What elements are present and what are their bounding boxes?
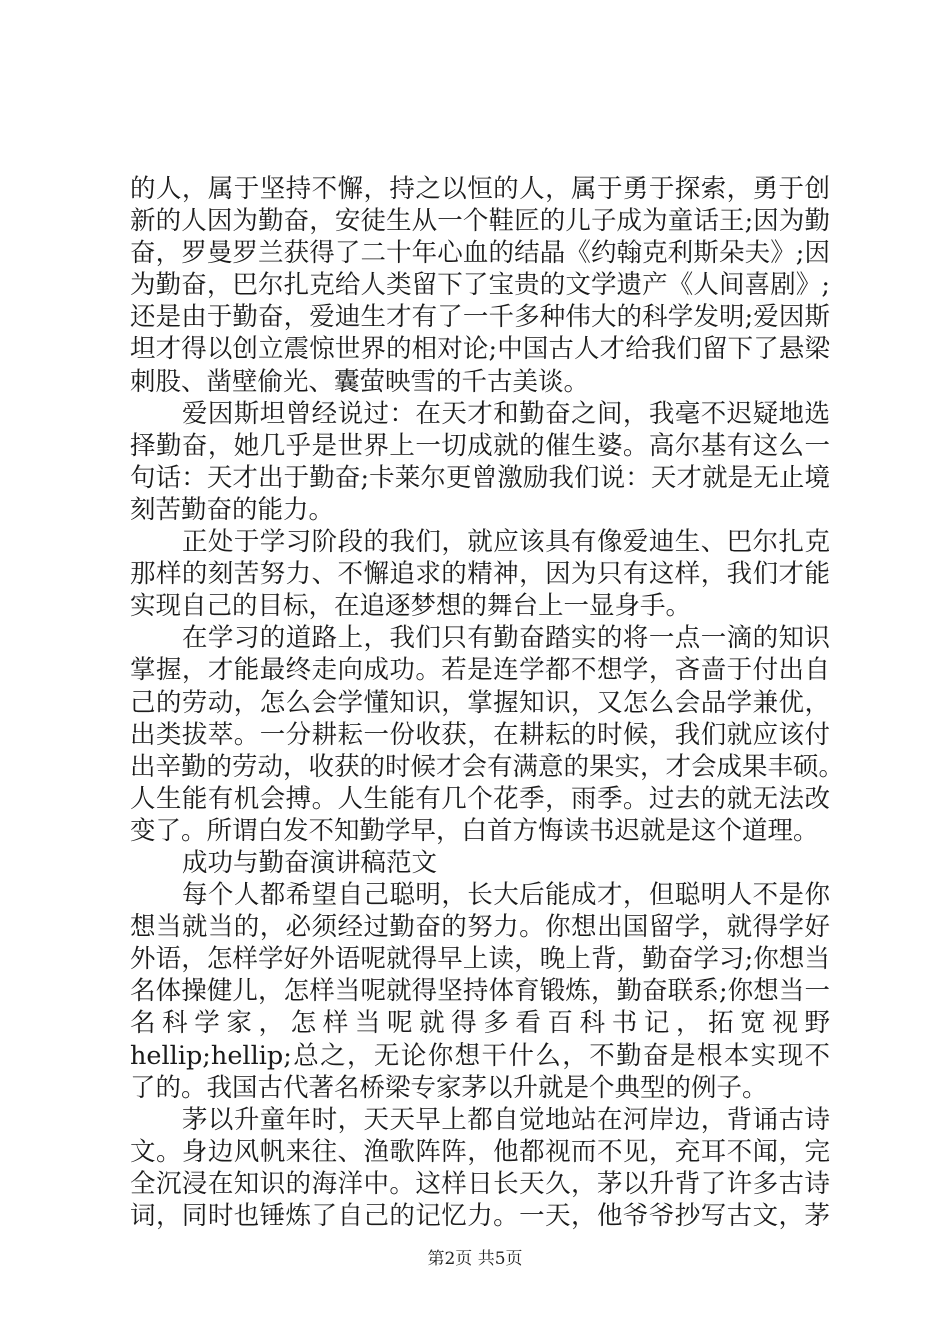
text-line: 的人，属于坚持不懈，持之以恒的人，属于勇于探索，勇于创 xyxy=(130,174,830,204)
text-line: 刺股、凿壁偷光、囊萤映雪的千古美谈。 xyxy=(130,366,590,397)
text-line: 新的人因为勤奋，安徒生从一个鞋匠的儿子成为童话王;因为勤 xyxy=(130,206,830,237)
text-line: 句话：天才出于勤奋;卡莱尔更曾激励我们说：天才就是无止境 xyxy=(130,462,830,493)
text-line: 名体操健儿，怎样当呢就得坚持体育锻炼，勤奋联系;你想当一 xyxy=(130,976,830,1007)
text-line: 全沉浸在知识的海洋中。这样日长天久，茅以升背了许多古诗 xyxy=(130,1168,830,1199)
text-line: 实现自己的目标，在追逐梦想的舞台上一显身手。 xyxy=(130,591,692,622)
text-line: 变了。所谓白发不知勤学早，白首方悔读书迟就是这个道理。 xyxy=(130,815,819,846)
text-line: 奋，罗曼罗兰获得了二十年心血的结晶《约翰克利斯朵夫》;因 xyxy=(130,238,830,269)
text-line: 人生能有机会搏。人生能有几个花季，雨季。过去的就无法改 xyxy=(130,783,830,814)
text-line: 坦才得以创立震惊世界的相对论;中国古人才给我们留下了悬梁 xyxy=(130,334,830,365)
text-line: 己的劳动，怎么会学懂知识，掌握知识，又怎么会品学兼优， xyxy=(130,687,830,718)
text-line: 成功与勤奋演讲稿范文 xyxy=(182,847,438,878)
text-line: 刻苦勤奋的能力。 xyxy=(130,494,335,525)
document-body xyxy=(130,173,845,1232)
text-line: 茅以升童年时，天天早上都自觉地站在河岸边，背诵古诗 xyxy=(182,1104,830,1135)
text-line: 正处于学习阶段的我们，就应该具有像爱迪生、巴尔扎克 xyxy=(182,527,830,558)
text-line: 词，同时也锤炼了自己的记忆力。一天，他爷爷抄写古文，茅 xyxy=(130,1201,830,1231)
text-line: 为勤奋，巴尔扎克给人类留下了宝贵的文学遗产《人间喜剧》; xyxy=(130,270,830,301)
text-line: 掌握，才能最终走向成功。若是连学都不想学，吝啬于付出自 xyxy=(130,655,830,686)
text-line: 出类拔萃。一分耕耘一份收获，在耕耘的时候，我们就应该付 xyxy=(130,719,830,750)
text-line: 文。身边风帆来往、渔歌阵阵，他都视而不见，充耳不闻，完 xyxy=(130,1136,830,1167)
text-line: 了的。我国古代著名桥梁专家茅以升就是个典型的例子。 xyxy=(130,1072,768,1103)
text-line: 爱因斯坦曾经说过：在天才和勤奋之间，我毫不迟疑地选 xyxy=(182,398,830,429)
text-line: 每个人都希望自己聪明，长大后能成才，但聪明人不是你 xyxy=(182,880,830,911)
text-line: 那样的刻苦努力、不懈追求的精神，因为只有这样，我们才能 xyxy=(130,559,830,590)
text-line: 择勤奋，她几乎是世界上一切成就的催生婆。高尔基有这么一 xyxy=(130,430,830,461)
text-line: 想当就当的，必须经过勤奋的努力。你想出国留学，就得学好 xyxy=(130,912,830,943)
text-line: hellip;hellip;总之，无论你想干什么，不勤奋是根本实现不 xyxy=(130,1040,830,1071)
text-line: 名科学家，怎样当呢就得多看百科书记，拓宽视野 xyxy=(130,1008,830,1039)
text-line: 在学习的道路上，我们只有勤奋踏实的将一点一滴的知识 xyxy=(182,623,830,654)
text-line: 出辛勤的劳动，收获的时候才会有满意的果实，才会成果丰硕。 xyxy=(130,751,845,782)
text-line: 还是由于勤奋，爱迪生才有了一千多种伟大的科学发明;爱因斯 xyxy=(130,302,830,333)
page-footer: 第2页 共5页 xyxy=(427,1249,523,1269)
text-line: 外语，怎样学好外语呢就得早上读，晚上背，勤奋学习;你想当 xyxy=(130,944,830,975)
